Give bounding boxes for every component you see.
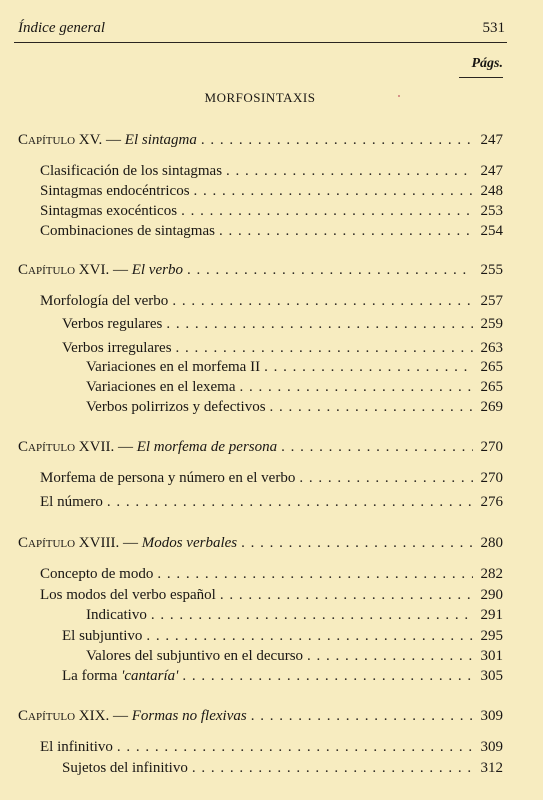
page-number: 270 [480,470,503,486]
dot-leader [172,293,473,310]
toc-entry[interactable] [62,760,503,777]
dot-leader [107,494,473,511]
toc-entry[interactable] [86,607,503,624]
toc-entry[interactable] [62,316,503,333]
dot-leader [166,316,473,333]
chapter-title: El sintagma [124,132,197,148]
page-number: 269 [480,399,503,415]
dot-leader [220,587,473,604]
toc-entry[interactable] [40,739,503,756]
entry-label: Verbos regulares [62,316,163,332]
toc-entry[interactable] [86,359,503,376]
chapter-entry[interactable]: Capítulo XVI. — El verbo . . . 255 [18,262,503,279]
chapter-number: Capítulo XVI. [18,262,110,278]
chapter-entry[interactable]: Capítulo XVII. — El morfema de persona . . . 270 [18,439,503,456]
pages-column-label: Págs. [471,56,503,71]
toc-entry[interactable] [86,648,503,665]
dot-leader [219,223,473,240]
entry-label: Clasificación de los sintagmas [40,163,223,179]
chapter-title: El morfema de persona [136,439,278,455]
entry-label: Sintagmas endocéntricos [40,183,190,199]
running-header-title: Índice general [18,20,106,36]
toc-entry[interactable] [62,340,503,357]
dot-leader [117,739,473,756]
header-rule [14,42,507,43]
pages-column-rule [459,77,503,78]
page-number: 291 [480,607,503,623]
toc-entry[interactable] [40,223,503,240]
entry-label: Morfología del verbo [40,293,169,309]
page-number: 253 [480,203,503,219]
dot-leader [187,262,473,279]
page-number: 309 [480,708,503,724]
page-number: 295 [480,628,503,644]
toc-entry[interactable] [62,628,503,645]
dot-leader [281,439,473,456]
entry-label: Combinaciones de sintagmas [40,223,215,239]
chapter-number: Capítulo XIX. [18,708,110,724]
page-number: 263 [480,340,503,356]
chapter-entry[interactable]: Capítulo XIX. — Formas no flexivas . . . 309 [18,708,503,725]
page-number: 247 [480,132,503,148]
page-number: 257 [480,293,503,309]
dot-leader [251,708,473,725]
page-number: 309 [480,739,503,755]
page-number: 290 [480,587,503,603]
dot-leader [264,359,473,376]
dot-leader [240,379,473,396]
dot-leader [201,132,473,149]
page-number: 248 [480,183,503,199]
entry-label: Morfema de persona y número en el verbo [40,470,296,486]
dot-leader [146,628,473,645]
page-number: 305 [480,668,503,684]
chapter-number: Capítulo XV. [18,132,103,148]
toc-entry[interactable] [40,494,503,511]
entry-label: Concepto de modo [40,566,154,582]
entry-label: Verbos polirrizos y defectivos [86,399,266,415]
entry-label: Sujetos del infinitivo [62,760,188,776]
running-header-page-number: 531 [482,20,505,36]
page-number: 280 [480,535,503,551]
chapter-title: Formas no flexivas [131,708,247,724]
toc-entry[interactable] [40,203,503,220]
dot-leader [307,648,473,665]
dot-leader [192,760,473,777]
page-number: 265 [480,359,503,375]
entry-label: Verbos irregulares [62,340,172,356]
entry-label: El infinitivo [40,739,113,755]
dot-leader [194,183,473,200]
toc-entry[interactable] [86,379,503,396]
toc-entry[interactable] [40,293,503,310]
chapter-title: Modos verbales [141,535,238,551]
toc-entry[interactable] [40,566,503,583]
page-number: 282 [480,566,503,582]
page-number: 301 [480,648,503,664]
dot-leader [241,535,473,552]
entry-label: El número [40,494,103,510]
entry-label: Sintagmas exocénticos [40,203,178,219]
dot-leader [270,399,473,416]
chapter-number: Capítulo XVII. [18,439,115,455]
chapter-entry[interactable]: Capítulo XVIII. — Modos verbales . . . 280 [18,535,503,552]
dot-leader [176,340,473,357]
dot-leader [181,203,473,220]
page-number: 255 [480,262,503,278]
page-number: 265 [480,379,503,395]
ink-speck [398,95,400,97]
dot-leader [299,470,473,487]
entry-label: Indicativo [86,607,147,623]
page-number: 276 [480,494,503,510]
chapter-number: Capítulo XVIII. [18,535,120,551]
toc-entry[interactable] [40,587,503,604]
entry-label: Variaciones en el lexema [86,379,236,395]
entry-label: La forma 'cantaría' [62,668,179,684]
toc-entry[interactable] [40,183,503,200]
dot-leader [157,566,473,583]
page-number: 259 [480,316,503,332]
entry-label: El subjuntivo [62,628,143,644]
chapter-title: El verbo [131,262,183,278]
toc-entry[interactable] [40,470,503,487]
page-number: 254 [480,223,503,239]
dot-leader [151,607,473,624]
page-number: 247 [480,163,503,179]
page-number: 270 [480,439,503,455]
entry-label: Valores del subjuntivo en el decurso [86,648,304,664]
entry-label: Los modos del verbo español [40,587,216,603]
section-title: MORFOSINTAXIS [204,90,316,105]
chapter-entry[interactable]: Capítulo XV. — El sintagma . . . 247 [18,132,503,149]
entry-label: Variaciones en el morfema II [86,359,261,375]
toc-entry[interactable] [40,163,503,180]
toc-entry[interactable] [62,668,503,685]
toc-entry[interactable] [86,399,503,416]
dot-leader [182,668,473,685]
page-number: 312 [480,760,503,776]
dot-leader [226,163,473,180]
